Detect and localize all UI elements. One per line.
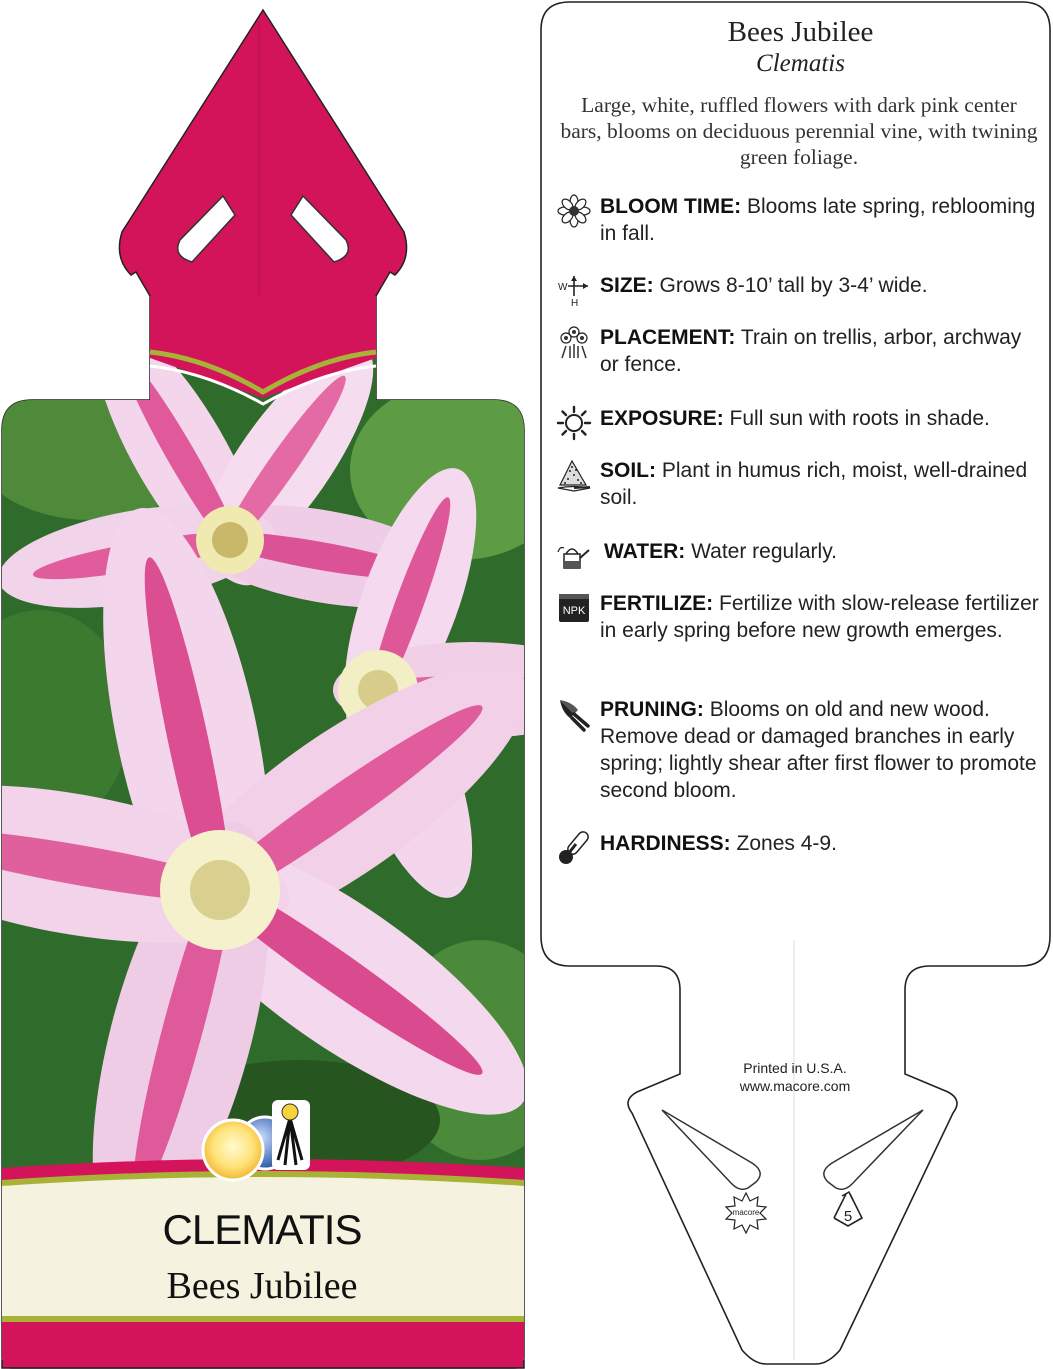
size-h-letter: H bbox=[571, 298, 579, 308]
care-text: Blooms late spring, reblooming in fall. bbox=[600, 195, 1036, 245]
care-text: Train on trellis, arbor, archway or fence. bbox=[600, 326, 1022, 376]
care-exposure bbox=[556, 405, 1042, 432]
front-genus-caption: CLEMATIS bbox=[162, 1206, 362, 1253]
care-label: HARDINESS: bbox=[600, 832, 731, 855]
care-placement bbox=[556, 324, 1042, 378]
care-text: Fertilize with slow-release fertilizer in early spring before new growth emerges. bbox=[600, 592, 1039, 642]
care-text: Zones 4-9. bbox=[736, 832, 837, 855]
soil-icon bbox=[556, 457, 592, 493]
care-label: BLOOM TIME: bbox=[600, 195, 742, 218]
care-bloom-time bbox=[556, 193, 1042, 247]
size-w-letter: W bbox=[558, 282, 568, 293]
care-label: WATER: bbox=[604, 540, 686, 563]
care-text: Water regularly. bbox=[691, 540, 837, 563]
website-text: www.macore.com bbox=[739, 1078, 851, 1094]
macore-logo-text: macore bbox=[732, 1208, 760, 1217]
flower-icon bbox=[556, 193, 592, 229]
care-text: Full sun with roots in shade. bbox=[729, 407, 990, 430]
care-soil bbox=[556, 457, 1042, 511]
care-text: Grows 8-10’ tall by 3-4’ wide. bbox=[659, 274, 928, 297]
front-variety-caption: Bees Jubilee bbox=[166, 1265, 358, 1307]
care-label: PLACEMENT: bbox=[600, 326, 736, 349]
watering-can-icon bbox=[556, 538, 592, 574]
care-label: EXPOSURE: bbox=[600, 407, 724, 430]
care-pruning bbox=[556, 696, 1042, 804]
size-arrows-icon bbox=[556, 272, 592, 308]
care-hardiness bbox=[556, 830, 1042, 857]
npk-text: NPK bbox=[562, 605, 586, 617]
care-label: PRUNING: bbox=[600, 698, 704, 721]
care-size bbox=[556, 272, 1042, 308]
npk-icon bbox=[556, 590, 592, 626]
sun-icon bbox=[556, 405, 592, 441]
care-label: SIZE: bbox=[600, 274, 654, 297]
thermometer-icon bbox=[556, 830, 592, 866]
recycle-code: 5 bbox=[843, 1208, 853, 1225]
placement-icon bbox=[556, 324, 592, 360]
care-label: SOIL: bbox=[600, 459, 656, 482]
care-text: Blooms on old and new wood. Remove dead or damaged branches in early spring; lightly shear after first flower to promote second bloom. bbox=[600, 698, 1037, 802]
care-fertilize bbox=[556, 590, 1042, 644]
care-water bbox=[556, 538, 1042, 565]
plant-description: Large, white, ruffled flowers with dark pink center bars, blooms on deciduous perennial vine, with twining green foliage. bbox=[560, 93, 1038, 169]
care-text: Plant in humus rich, moist, well-drained soil. bbox=[600, 459, 1028, 509]
back-variety-name: Bees Jubilee bbox=[727, 16, 874, 48]
care-label: FERTILIZE: bbox=[600, 592, 714, 615]
pruners-icon bbox=[556, 696, 592, 732]
back-latin-name: Clematis bbox=[756, 50, 845, 77]
printed-in-text: Printed in U.S.A. bbox=[743, 1060, 847, 1076]
